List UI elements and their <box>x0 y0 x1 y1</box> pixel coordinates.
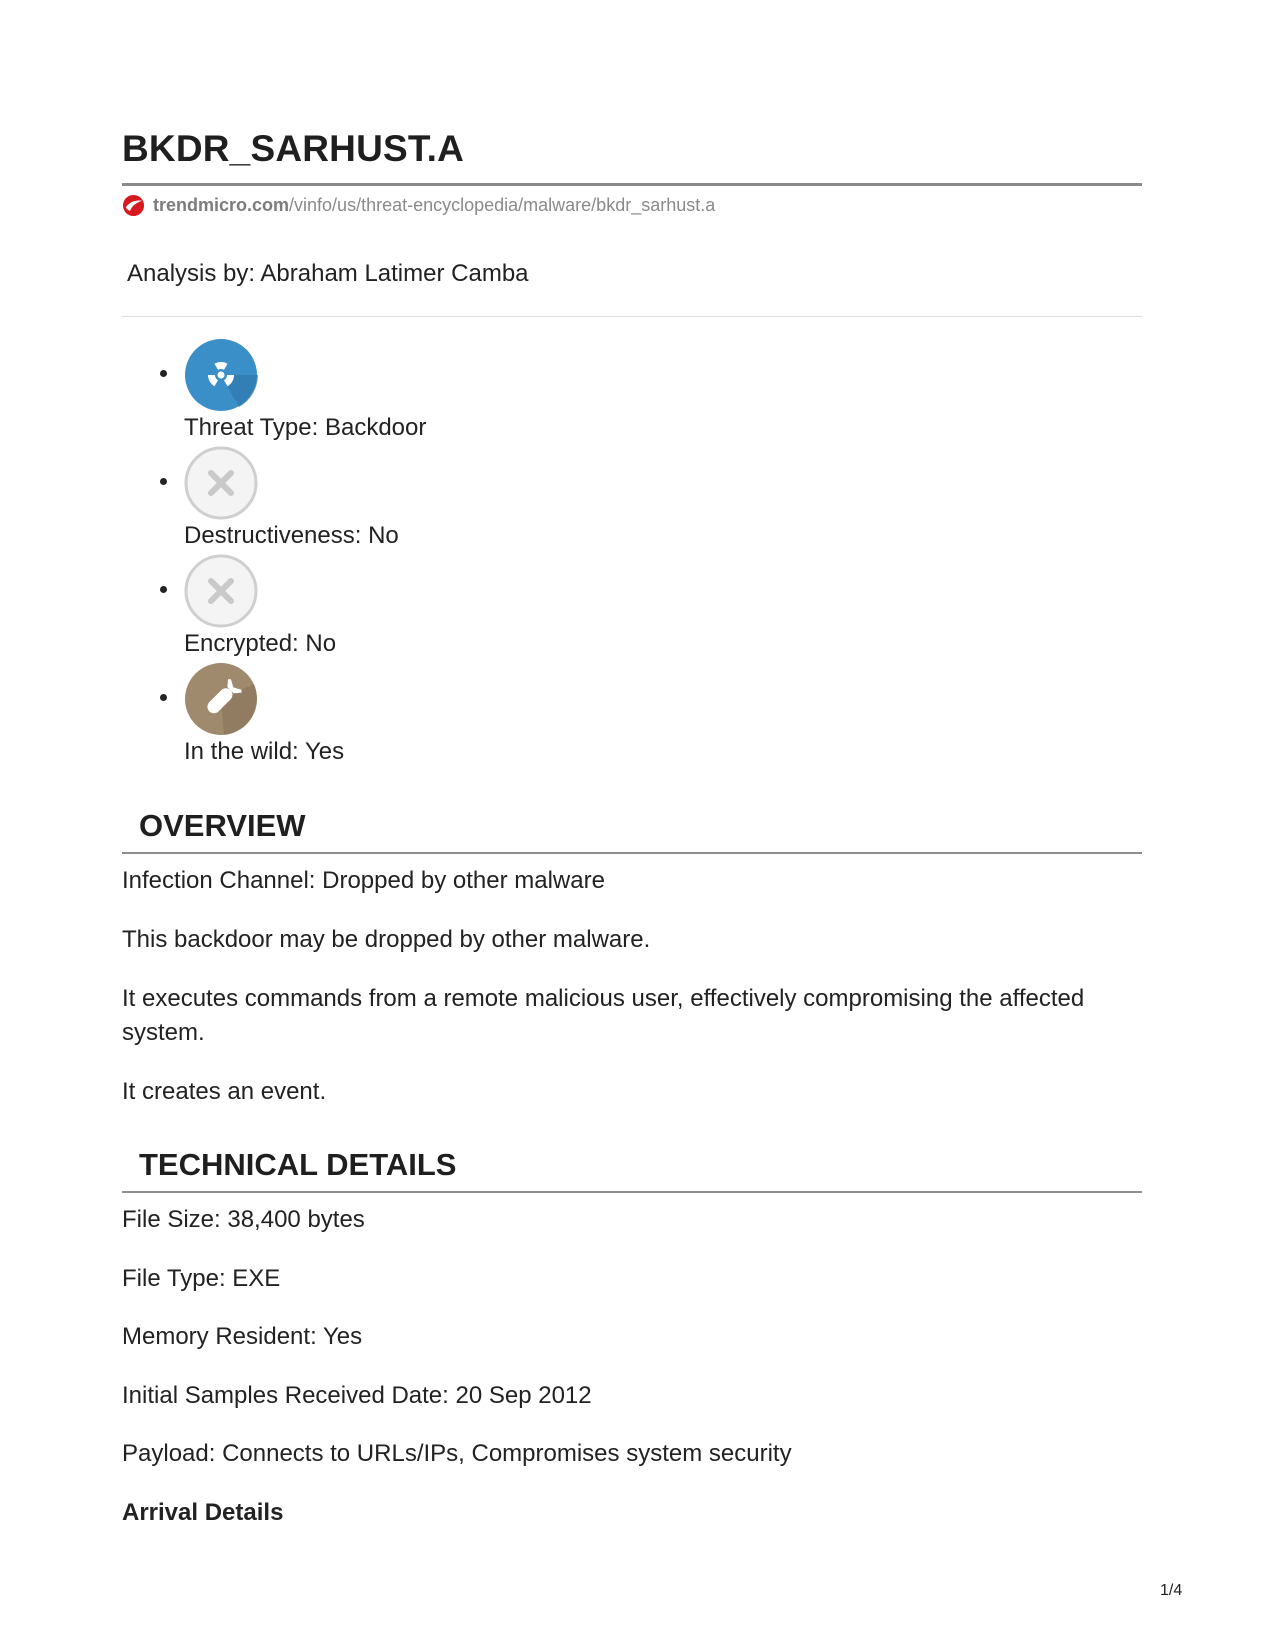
subheading-arrival-details: Arrival Details <box>122 1499 284 1526</box>
page-title: BKDR_SARHUST.A <box>122 128 464 169</box>
overview-paragraph: Infection Channel: Dropped by other malware <box>122 867 605 894</box>
title-divider <box>122 183 1142 186</box>
section-divider <box>122 852 1142 854</box>
section-heading-technical-details: TECHNICAL DETAILS <box>139 1147 457 1182</box>
source-domain: trendmicro.com <box>153 195 290 215</box>
overview-paragraph: This backdoor may be dropped by other malware. <box>122 926 651 953</box>
section-heading-overview: OVERVIEW <box>139 808 306 843</box>
bullet <box>160 370 167 377</box>
list-item <box>122 554 722 664</box>
overview-paragraph: It executes commands from a remote malicious user, effectively compromising the affected system. <box>122 985 1085 1046</box>
radiation-icon <box>184 338 258 412</box>
x-circle-icon <box>184 446 258 520</box>
technical-detail: File Type: EXE <box>122 1265 281 1292</box>
technical-detail: Memory Resident: Yes <box>122 1323 363 1350</box>
section-divider <box>122 1191 1142 1193</box>
technical-detail: File Size: 38,400 bytes <box>122 1206 365 1233</box>
bullet <box>160 694 167 701</box>
attribute-label: Destructiveness: No <box>184 522 399 549</box>
page-number: 1/4 <box>1160 1582 1183 1599</box>
source-path: /vinfo/us/threat-encyclopedia/malware/bkdr_sarhust.a <box>289 195 716 215</box>
list-item <box>122 662 722 772</box>
technical-detail: Initial Samples Received Date: 20 Sep 2012 <box>122 1382 592 1409</box>
attribute-label: Threat Type: Backdoor <box>184 414 427 441</box>
divider <box>122 316 1142 317</box>
overview-paragraph: It creates an event. <box>122 1078 327 1105</box>
source-link[interactable] <box>122 194 715 217</box>
x-circle-icon <box>184 554 258 628</box>
attribute-label: Encrypted: No <box>184 630 337 657</box>
bullet <box>160 478 167 485</box>
attribute-label: In the wild: Yes <box>184 738 345 765</box>
analysis-author: Analysis by: Abraham Latimer Camba <box>127 260 529 287</box>
bullet <box>160 586 167 593</box>
technical-detail: Payload: Connects to URLs/IPs, Compromises system security <box>122 1440 792 1467</box>
list-item <box>122 446 722 556</box>
trendmicro-logo-icon <box>122 194 145 217</box>
list-item <box>122 338 722 448</box>
bomb-icon <box>184 662 258 736</box>
